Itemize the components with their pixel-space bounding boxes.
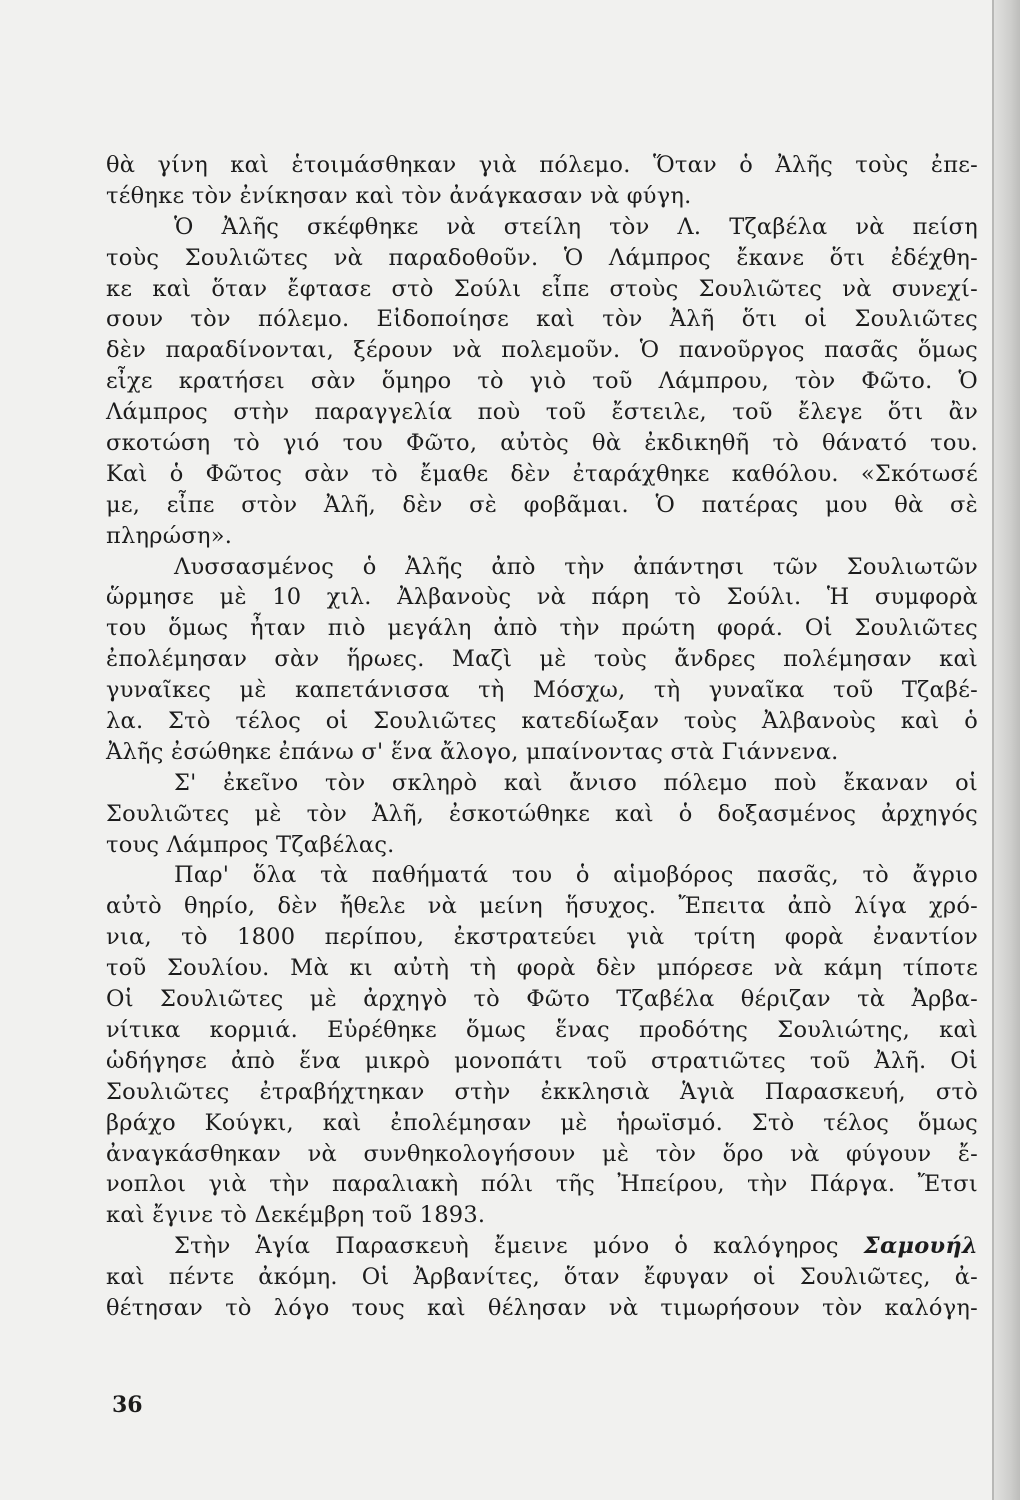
text-line: Σουλιῶτες ἐτραβήχτηκαν στὴν ἐκκλησιὰ Ἁγιὰ Παρασκευή, στὸ [106, 1078, 978, 1105]
text-line: Ἀλῆς ἐσώθηκε ἐπάνω σ' ἕνα ἄλογο, μπαίνοντας στὰ Γιάννενα. [106, 738, 839, 765]
text-line: με, εἶπε στὸν Ἀλῆ, δὲν σὲ φοβᾶμαι. Ὁ πατέρας μου θὰ σὲ [106, 491, 978, 518]
text-line: νια, τὸ 1800 περίπου, ἐκστρατεύει γιὰ τρίτη φορὰ ἐναντίον [106, 924, 978, 951]
text-line: καὶ ἔγινε τὸ Δεκέμβρη τοῦ 1893. [106, 1202, 486, 1229]
text-line: σουν τὸν πόλεμο. Εἰδοποίησε καὶ τὸν Ἀλῆ ὅτι οἱ Σουλιῶτες [106, 306, 978, 333]
text-line: Λυσσασμένος ὁ Ἀλῆς ἀπὸ τὴν ἀπάντησι τῶν Σουλιωτῶν [174, 553, 978, 580]
text-line: δὲν παραδίνονται, ξέρουν νὰ πολεμοῦν. Ὁ πανοῦργος πασᾶς ὅμως [106, 337, 978, 364]
page-number: 36 [112, 1392, 143, 1418]
text-line: τοὺς Σουλιῶτες νὰ παραδοθοῦν. Ὁ Λάμπρος ἔκανε ὅτι ἐδέχθη- [106, 244, 978, 271]
text-line: ὡδήγησε ἀπὸ ἕνα μικρὸ μονοπάτι τοῦ στρατιῶτες τοῦ Ἀλῆ. Οἱ [106, 1047, 978, 1074]
text-line: ὥρμησε μὲ 10 χιλ. Ἀλβανοὺς νὰ πάρη τὸ Σούλι. Ἡ συμφορὰ [106, 584, 978, 611]
text-line: αὐτὸ θηρίο, δὲν ἤθελε νὰ μείνη ἥσυχος. Ἔπειτα ἀπὸ λίγα χρό- [106, 893, 978, 920]
text-line: Οἱ Σουλιῶτες μὲ ἀρχηγὸ τὸ Φῶτο Τζαβέλα θέριζαν τὰ Ἀρβα- [106, 986, 978, 1013]
text-line: καὶ πέντε ἀκόμη. Οἱ Ἀρβανίτες, ὅταν ἔφυγαν οἱ Σουλιῶτες, ἀ- [106, 1264, 978, 1291]
text-line: λα. Στὸ τέλος οἱ Σουλιῶτες κατεδίωξαν τοὺς Ἀλβανοὺς καὶ ὁ [106, 708, 978, 735]
text-line: γυναῖκες μὲ καπετάνισσα τὴ Μόσχω, τὴ γυναῖκα τοῦ Τζαβέ- [106, 677, 978, 704]
text-line: εἶχε κρατήσει σὰν ὅμηρο τὸ γιὸ τοῦ Λάμπρου, τὸν Φῶτο. Ὁ [106, 368, 978, 395]
text-line: σκοτώση τὸ γιό του Φῶτο, αὐτὸς θὰ ἐκδικηθῆ τὸ θάνατό του. [106, 430, 978, 457]
text-line: Παρ' ὅλα τὰ παθήματά του ὁ αἱμοβόρος πασᾶς, τὸ ἄγριο [174, 862, 978, 889]
text-line: κε καὶ ὅταν ἔφτασε στὸ Σούλι εἶπε στοὺς Σουλιῶτες νὰ συνεχί- [106, 275, 978, 302]
text-line [106, 1231, 978, 1262]
text-line: Καὶ ὁ Φῶτος σὰν τὸ ἔμαθε δὲν ἐταράχθηκε καθόλου. «Σκότωσέ [106, 460, 978, 487]
text-line: νοπλοι γιὰ τὴν παραλιακὴ πόλι τῆς Ἠπείρου, τὴν Πάργα. Ἔτσι [106, 1171, 978, 1198]
text-line: βράχο Κούγκι, καὶ ἐπολέμησαν μὲ ἡρωϊσμό. Στὸ τέλος ὅμως [106, 1109, 978, 1136]
text-line: τους Λάμπρος Τζαβέλας. [106, 831, 395, 858]
text-line: τέθηκε τὸν ἐνίκησαν καὶ τὸν ἀνάγκασαν νὰ φύγη. [106, 182, 692, 209]
text-line: Ὁ Ἀλῆς σκέφθηκε νὰ στείλη τὸν Λ. Τζαβέλα νὰ πείση [174, 213, 978, 240]
text-line: πληρώση». [106, 522, 233, 549]
text-line: θὰ γίνη καὶ ἑτοιμάσθηκαν γιὰ πόλεμο. Ὅταν ὁ Ἀλῆς τοὺς ἐπε- [106, 152, 978, 178]
emphasized-name: Σαμουήλ [863, 1233, 978, 1260]
text-line: νίτικα κορμιά. Εὑρέθηκε ὅμως ἕνας προδότης Σουλιώτης, καὶ [106, 1016, 978, 1043]
text-line: Λάμπρος στὴν παραγγελία ποὺ τοῦ ἔστειλε, τοῦ ἔλεγε ὅτι ἂν [106, 399, 978, 426]
text-line: Σουλιῶτες μὲ τὸν Ἀλῆ, ἐσκοτώθηκε καὶ ὁ δοξασμένος ἀρχηγός [106, 800, 978, 827]
body-text [106, 150, 978, 1324]
page-edge-shadow [994, 0, 1020, 1500]
text-line: ἀναγκάσθηκαν νὰ συνθηκολογήσουν μὲ τὸν ὅρο νὰ φύγουν ἔ- [106, 1140, 978, 1167]
text-line: τοῦ Σουλίου. Μὰ κι αὐτὴ τὴ φορὰ δὲν μπόρεσε νὰ κάμη τίποτε [106, 955, 978, 982]
text-line: Σ' ἐκεῖνο τὸν σκληρὸ καὶ ἄνισο πόλεμο ποὺ ἔκαναν οἱ [174, 769, 978, 796]
text-line-start: Στὴν Ἁγία Παρασκευὴ ἔμεινε μόνο ὁ καλόγηρος [174, 1233, 864, 1260]
text-line: ἐπολέμησαν σὰν ἥρωες. Μαζὶ μὲ τοὺς ἄνδρες πολέμησαν καὶ [106, 646, 978, 673]
text-line: του ὅμως ἦταν πιὸ μεγάλη ἀπὸ τὴν πρώτη φορά. Οἱ Σουλιῶτες [106, 615, 978, 642]
text-line: θέτησαν τὸ λόγο τους καὶ θέλησαν νὰ τιμωρήσουν τὸν καλόγη- [106, 1294, 978, 1321]
